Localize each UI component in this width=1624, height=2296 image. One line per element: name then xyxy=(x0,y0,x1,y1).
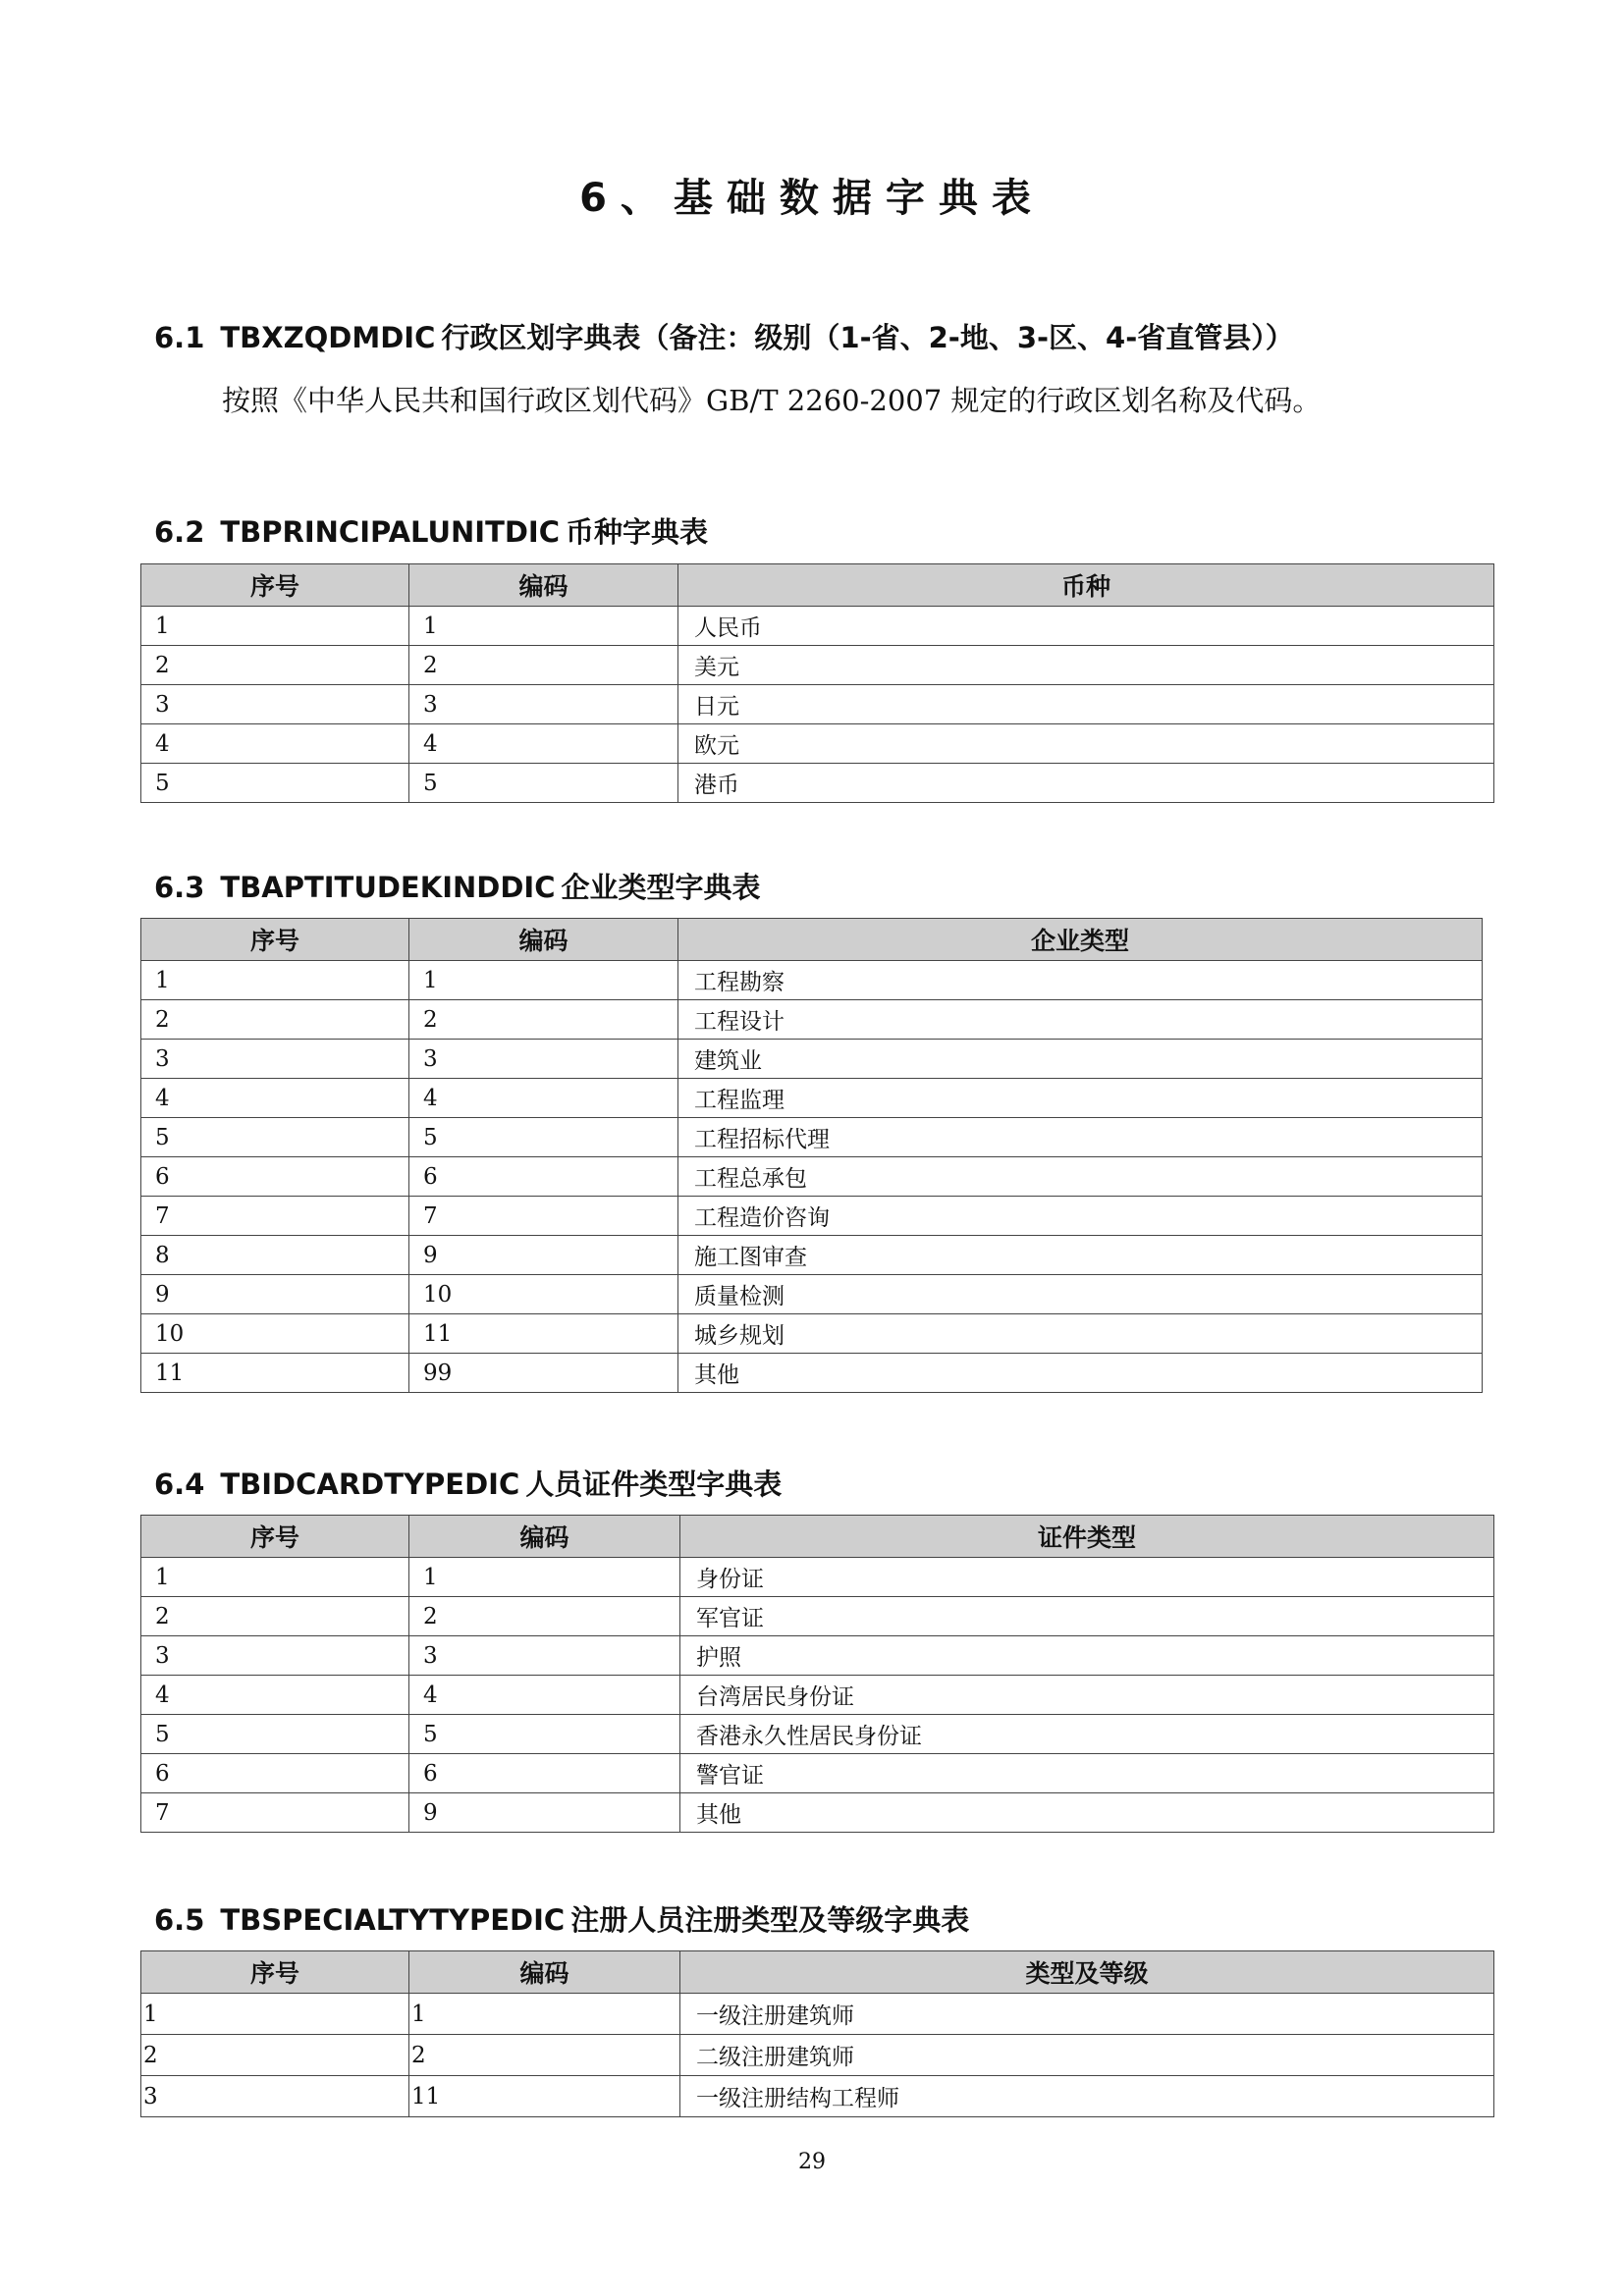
section-heading-6-4 xyxy=(154,1463,782,1503)
table-row xyxy=(141,1558,1494,1597)
table-row xyxy=(141,1079,1483,1118)
table-header-row xyxy=(141,919,1483,961)
table-row xyxy=(141,1754,1494,1793)
value-cell: 人民币 xyxy=(678,607,1494,646)
section-heading-6-1 xyxy=(154,316,1294,356)
code-cell: 5 xyxy=(409,1715,680,1754)
code-cell: 1 xyxy=(409,1994,680,2035)
table-row xyxy=(141,961,1483,1000)
table-row xyxy=(141,1236,1483,1275)
row-index-cell: 3 xyxy=(141,2076,409,2117)
value-cell: 美元 xyxy=(678,646,1494,685)
section-name: 行政区划字典表（备注：级别（1-省、2-地、3-区、4-省直管县）） xyxy=(441,321,1294,354)
value-cell: 工程设计 xyxy=(678,1000,1483,1040)
code-cell: 2 xyxy=(409,646,678,685)
code-cell: 2 xyxy=(409,2035,680,2076)
code-cell: 11 xyxy=(409,2076,680,2117)
row-index-cell: 4 xyxy=(141,724,409,764)
column-header: 序号 xyxy=(141,919,409,961)
row-index-cell: 5 xyxy=(141,764,409,803)
table-row xyxy=(141,1275,1483,1314)
code-cell: 3 xyxy=(409,685,678,724)
code-cell: 2 xyxy=(409,1597,680,1636)
value-cell: 一级注册建筑师 xyxy=(680,1994,1494,2035)
value-cell: 二级注册建筑师 xyxy=(680,2035,1494,2076)
row-index-cell: 8 xyxy=(141,1236,409,1275)
code-cell: 3 xyxy=(409,1636,680,1676)
section-heading-6-2 xyxy=(154,510,708,551)
row-index-cell: 2 xyxy=(141,1597,409,1636)
table-row xyxy=(141,724,1494,764)
row-index-cell: 4 xyxy=(141,1676,409,1715)
code-cell: 4 xyxy=(409,1676,680,1715)
row-index-cell: 1 xyxy=(141,961,409,1000)
enterprise-type-dictionary-table xyxy=(140,918,1483,1393)
section-number: 6.5 xyxy=(154,1903,205,1937)
code-cell: 99 xyxy=(409,1354,678,1393)
column-header: 序号 xyxy=(141,1951,409,1994)
row-index-cell: 5 xyxy=(141,1118,409,1157)
table-row xyxy=(141,2035,1494,2076)
column-header: 编码 xyxy=(409,564,678,607)
row-index-cell: 6 xyxy=(141,1754,409,1793)
table-row xyxy=(141,1118,1483,1157)
table-row xyxy=(141,607,1494,646)
value-cell: 工程总承包 xyxy=(678,1157,1483,1197)
code-cell: 1 xyxy=(409,607,678,646)
code-cell: 5 xyxy=(409,1118,678,1157)
row-index-cell: 1 xyxy=(141,1558,409,1597)
section-name: 币种字典表 xyxy=(566,515,709,549)
row-index-cell: 10 xyxy=(141,1314,409,1354)
table-row xyxy=(141,1197,1483,1236)
value-cell: 其他 xyxy=(678,1354,1483,1393)
row-index-cell: 1 xyxy=(141,1994,409,2035)
table-row xyxy=(141,1715,1494,1754)
value-cell: 工程造价咨询 xyxy=(678,1197,1483,1236)
code-cell: 10 xyxy=(409,1275,678,1314)
value-cell: 工程招标代理 xyxy=(678,1118,1483,1157)
code-cell: 9 xyxy=(409,1236,678,1275)
section-code: TBSPECIALTYTYPEDIC xyxy=(220,1903,566,1937)
row-index-cell: 3 xyxy=(141,1636,409,1676)
section-name: 人员证件类型字典表 xyxy=(525,1468,783,1501)
row-index-cell: 2 xyxy=(141,646,409,685)
row-index-cell: 3 xyxy=(141,685,409,724)
table-row xyxy=(141,1597,1494,1636)
column-header: 序号 xyxy=(141,1516,409,1558)
row-index-cell: 2 xyxy=(141,2035,409,2076)
section-heading-6-3 xyxy=(154,866,761,906)
specialty-type-dictionary-table xyxy=(140,1950,1494,2117)
section-code: TBIDCARDTYPEDIC xyxy=(220,1468,520,1501)
code-cell: 1 xyxy=(409,961,678,1000)
code-cell: 9 xyxy=(409,1793,680,1833)
code-cell: 4 xyxy=(409,1079,678,1118)
section-number: 6.2 xyxy=(154,515,205,549)
id-card-type-dictionary-table xyxy=(140,1515,1494,1833)
value-cell: 欧元 xyxy=(678,724,1494,764)
code-cell: 7 xyxy=(409,1197,678,1236)
value-cell: 港币 xyxy=(678,764,1494,803)
section-number: 6.3 xyxy=(154,871,205,904)
table-row xyxy=(141,2076,1494,2117)
code-cell: 5 xyxy=(409,764,678,803)
code-cell: 6 xyxy=(409,1157,678,1197)
value-cell: 军官证 xyxy=(680,1597,1494,1636)
section-code: TBXZQDMDIC xyxy=(220,321,436,354)
table-row xyxy=(141,1314,1483,1354)
section-number: 6.4 xyxy=(154,1468,205,1501)
row-index-cell: 3 xyxy=(141,1040,409,1079)
page-number: 29 xyxy=(798,2150,826,2174)
row-index-cell: 5 xyxy=(141,1715,409,1754)
table-row xyxy=(141,1040,1483,1079)
table-row xyxy=(141,1676,1494,1715)
value-cell: 其他 xyxy=(680,1793,1494,1833)
code-cell: 11 xyxy=(409,1314,678,1354)
table-row xyxy=(141,685,1494,724)
value-cell: 香港永久性居民身份证 xyxy=(680,1715,1494,1754)
row-index-cell: 2 xyxy=(141,1000,409,1040)
code-cell: 2 xyxy=(409,1000,678,1040)
table-header-row xyxy=(141,1951,1494,1994)
column-header: 编码 xyxy=(409,1951,680,1994)
table-row xyxy=(141,1000,1483,1040)
column-header: 编码 xyxy=(409,919,678,961)
value-cell: 工程监理 xyxy=(678,1079,1483,1118)
table-row xyxy=(141,1157,1483,1197)
table-row xyxy=(141,1793,1494,1833)
code-cell: 4 xyxy=(409,724,678,764)
value-cell: 警官证 xyxy=(680,1754,1494,1793)
section-note: 按照《中华人民共和国行政区划代码》GB/T 2260-2007 规定的行政区划名称及代码。 xyxy=(222,384,1322,417)
column-header: 企业类型 xyxy=(678,919,1483,961)
row-index-cell: 4 xyxy=(141,1079,409,1118)
section-name: 企业类型字典表 xyxy=(561,871,761,904)
code-cell: 3 xyxy=(409,1040,678,1079)
row-index-cell: 7 xyxy=(141,1197,409,1236)
value-cell: 城乡规划 xyxy=(678,1314,1483,1354)
table-row xyxy=(141,764,1494,803)
table-row xyxy=(141,1994,1494,2035)
section-number: 6.1 xyxy=(154,321,205,354)
section-name: 注册人员注册类型及等级字典表 xyxy=(570,1903,970,1937)
page-title: 6、基础数据字典表 xyxy=(579,176,1045,221)
row-index-cell: 1 xyxy=(141,607,409,646)
value-cell: 护照 xyxy=(680,1636,1494,1676)
currency-dictionary-table xyxy=(140,563,1494,803)
code-cell: 1 xyxy=(409,1558,680,1597)
value-cell: 质量检测 xyxy=(678,1275,1483,1314)
row-index-cell: 7 xyxy=(141,1793,409,1833)
table-row xyxy=(141,1354,1483,1393)
table-header-row xyxy=(141,564,1494,607)
row-index-cell: 6 xyxy=(141,1157,409,1197)
table-row xyxy=(141,1636,1494,1676)
column-header: 序号 xyxy=(141,564,409,607)
value-cell: 日元 xyxy=(678,685,1494,724)
value-cell: 一级注册结构工程师 xyxy=(680,2076,1494,2117)
table-row xyxy=(141,646,1494,685)
section-heading-6-5 xyxy=(154,1898,969,1939)
row-index-cell: 11 xyxy=(141,1354,409,1393)
section-code: TBPRINCIPALUNITDIC xyxy=(220,515,560,549)
column-header: 类型及等级 xyxy=(680,1951,1494,1994)
column-header: 编码 xyxy=(409,1516,680,1558)
value-cell: 台湾居民身份证 xyxy=(680,1676,1494,1715)
value-cell: 工程勘察 xyxy=(678,961,1483,1000)
code-cell: 6 xyxy=(409,1754,680,1793)
row-index-cell: 9 xyxy=(141,1275,409,1314)
value-cell: 施工图审查 xyxy=(678,1236,1483,1275)
value-cell: 身份证 xyxy=(680,1558,1494,1597)
column-header: 证件类型 xyxy=(680,1516,1494,1558)
section-code: TBAPTITUDEKINDDIC xyxy=(220,871,556,904)
value-cell: 建筑业 xyxy=(678,1040,1483,1079)
column-header: 币种 xyxy=(678,564,1494,607)
table-header-row xyxy=(141,1516,1494,1558)
